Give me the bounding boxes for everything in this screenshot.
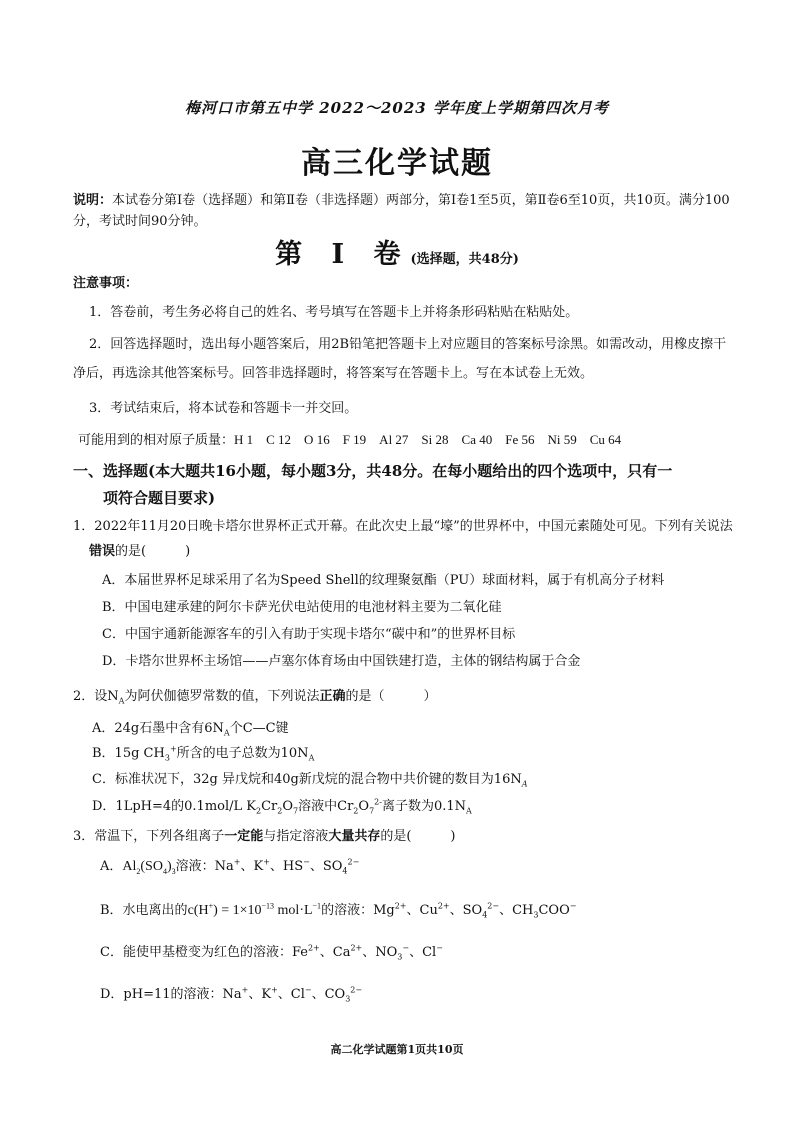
q2-option-b: [92, 742, 314, 763]
notice-item-2: 2．回答选择题时，选出每小题答案后，用2B铅笔把答题卡上对应题目的答案标号涂黑。如需改动，用橡皮擦干净后，再选涂其他答案标号。回答非选择题时，将答案写在答题卡上。写在本试卷上无效。: [73, 337, 727, 381]
q3-option-b-text: 的溶液：Mg: [321, 903, 395, 918]
question-1-stem: [73, 514, 733, 564]
q2-option-a-sub: A: [223, 728, 230, 738]
q1-option-b: B．中国电建承建的阿尔卡萨光伏电站使用的电池材料主要为二氧化硅: [102, 600, 502, 615]
question-2-stem: [73, 684, 733, 714]
q1-option-a: A．本届世界杯足球采用了名为Speed Shell的纹理聚氨酯（PU）球面材料，属于有机高分子材料: [102, 573, 665, 588]
q2-option-d: D．1LpH=4的0.1mol/L $K_2Cr_2O_7$溶液中$Cr_2O_7^{2-}$离子数为$0.1N_A$: [92, 797, 472, 816]
q3-option-a-text: 溶液：Na: [175, 859, 234, 874]
q1-stem-end: 的是( ): [115, 544, 191, 559]
q3-stem-text: 3．常温下，下列各组离子: [73, 829, 225, 844]
volume-title: 第 Ⅰ 卷: [275, 239, 411, 270]
q1-option-c: C．中国宇通新能源客车的引入有助于实现卡塔尔“碳中和”的世界杯目标: [102, 627, 516, 642]
q3-stem-emphasis-1: 一定能: [224, 829, 264, 844]
q3-option-b-formula: $c(H^+) = 1\times 10^{-13}$ $mol\cdot L^{-1}$: [187, 901, 322, 918]
q3-option-d: D．pH=11的溶液：Na+、K+、Cl−、$CO_3^{2-}$: [100, 985, 363, 1004]
page-footer: 高二化学试题第1页共10页: [330, 1043, 464, 1056]
q2-option-d-sub2: 2: [277, 806, 283, 816]
q3-option-a-rest: 、K: [240, 859, 264, 874]
q2-option-d-sub6: A: [466, 806, 472, 816]
page-title: 高三化学试题: [301, 146, 493, 181]
q2-option-d-mid: 溶液中Cr: [298, 799, 354, 814]
q3-option-a-label: A．: [100, 859, 123, 874]
q1-stem-text: 1．2022年11月20日晚卡塔尔世界杯正式开幕。在此次史上最“壕”的世界杯中，中国元素随处可见。下列有关说法: [73, 519, 733, 534]
q2-option-a-text: A．24g石墨中含有6N: [92, 721, 224, 736]
q2-stem-sub: A: [118, 696, 125, 706]
q2-option-d-sub4: 2: [353, 806, 359, 816]
section-heading: [73, 458, 733, 512]
exam-description: [73, 190, 733, 232]
q1-stem-emphasis: 错误: [89, 544, 116, 559]
q2-option-a-end: 个C—C键: [229, 721, 289, 736]
q3-stem-end: 的是( ): [380, 829, 456, 844]
description-label: 说明：: [73, 193, 113, 208]
q2-option-c-sub: A: [521, 779, 528, 789]
q1-option-d: D．卡塔尔世界杯主场馆——卢塞尔体育场由中国铁建打造，主体的钢结构属于合金: [102, 654, 581, 669]
q2-option-b-text: B．15g CH: [92, 746, 165, 761]
q2-option-c-text: C．标准状况下，32g 异戊烷和40g新戊烷的混合物中共价键的数目为16N: [92, 772, 522, 787]
q3-option-d-text: D．pH=11的溶液：Na: [100, 987, 242, 1002]
q2-stem-text: 2．设N: [73, 689, 119, 704]
notice-heading: 注意事项：: [73, 276, 139, 291]
q2-option-b-end: 所含的电子总数为10N: [176, 746, 309, 761]
notice-item-1: 1．答卷前，考生务必将自己的姓名、考号填写在答题卡上并将条形码粘贴在粘贴处。: [89, 305, 579, 320]
description-text: 本试卷分第Ⅰ卷（选择题）和第Ⅱ卷（非选择题）两部分，第Ⅰ卷1至5页，第Ⅱ卷6至10页，共10页。满分100分，考试时间90分钟。: [73, 193, 730, 229]
atomic-masses: 可能用到的相对原子质量：H 1 C 12 O 16 F 19 Al 27 Si 28 Ca 40 Fe 56 Ni 59 Cu 64: [78, 432, 622, 447]
q2-option-c: [92, 768, 528, 789]
q2-option-d-end: 离子数为0.1N: [381, 799, 467, 814]
volume-heading: [0, 232, 794, 271]
q3-option-b: B．水电离出的$c(H^+) = 1\times 10^{-13}$ $mol\cdot L^{-1}$的溶液：$Mg^{2+}$、$Cu^{2+}$、$SO_4^{2-}$、$CH_3COO^-$: [100, 901, 577, 920]
q3-stem-mid: 与指定溶液: [263, 829, 329, 844]
q2-option-d-sub5: 7: [369, 806, 375, 816]
q2-stem-emphasis: 正确: [319, 689, 346, 704]
q2-stem-mid: 为阿伏伽德罗常数的值，下列说法: [124, 689, 320, 704]
notice-item-3: 3．考试结束后，将本试卷和答题卡一并交回。: [89, 401, 358, 416]
question-3-stem: [73, 824, 733, 849]
volume-subtitle: (选择题，共48分): [410, 252, 519, 267]
q2-option-b-sup: +: [169, 744, 177, 754]
q2-option-a: [92, 717, 289, 738]
q2-option-d-sup: 2-: [374, 797, 382, 807]
school-header: 梅河口市第五中学 2022～2023 学年度上学期第四次月考: [185, 99, 609, 117]
q2-stem-end: 的是（ ）: [345, 689, 437, 704]
q3-stem-emphasis-2: 大量共存: [328, 829, 381, 844]
section-line-2: 项符合题目要求): [103, 489, 216, 507]
q2-option-b-sub: 3: [164, 753, 170, 763]
q3-option-b-label: B．水电离出的: [100, 903, 188, 918]
q3-option-a-formula: $Al_2(SO_4)_3$: [122, 859, 176, 876]
q2-option-b-sub2: A: [308, 753, 315, 763]
q2-option-d-sub3: 7: [293, 806, 299, 816]
q2-option-d-text: D．1LpH=4的0.1mol/L K: [92, 799, 256, 814]
q3-option-c: C．能使甲基橙变为红色的溶液：$Fe^{2+}$、$Ca^{2+}$、$NO_3^-$、Cl−: [100, 943, 443, 962]
q2-option-d-sub1: 2: [256, 806, 262, 816]
q3-option-c-text: C．能使甲基橙变为红色的溶液：Fe: [100, 945, 308, 960]
section-line-1: 一、选择题(本大题共16小题，每小题3分，共48分。在每小题给出的四个选项中，只有一: [73, 462, 673, 480]
q3-option-a: A．$Al_2(SO_4)_3$溶液：Na+、K+、HS−、$SO_4^{2-}$: [100, 857, 360, 876]
